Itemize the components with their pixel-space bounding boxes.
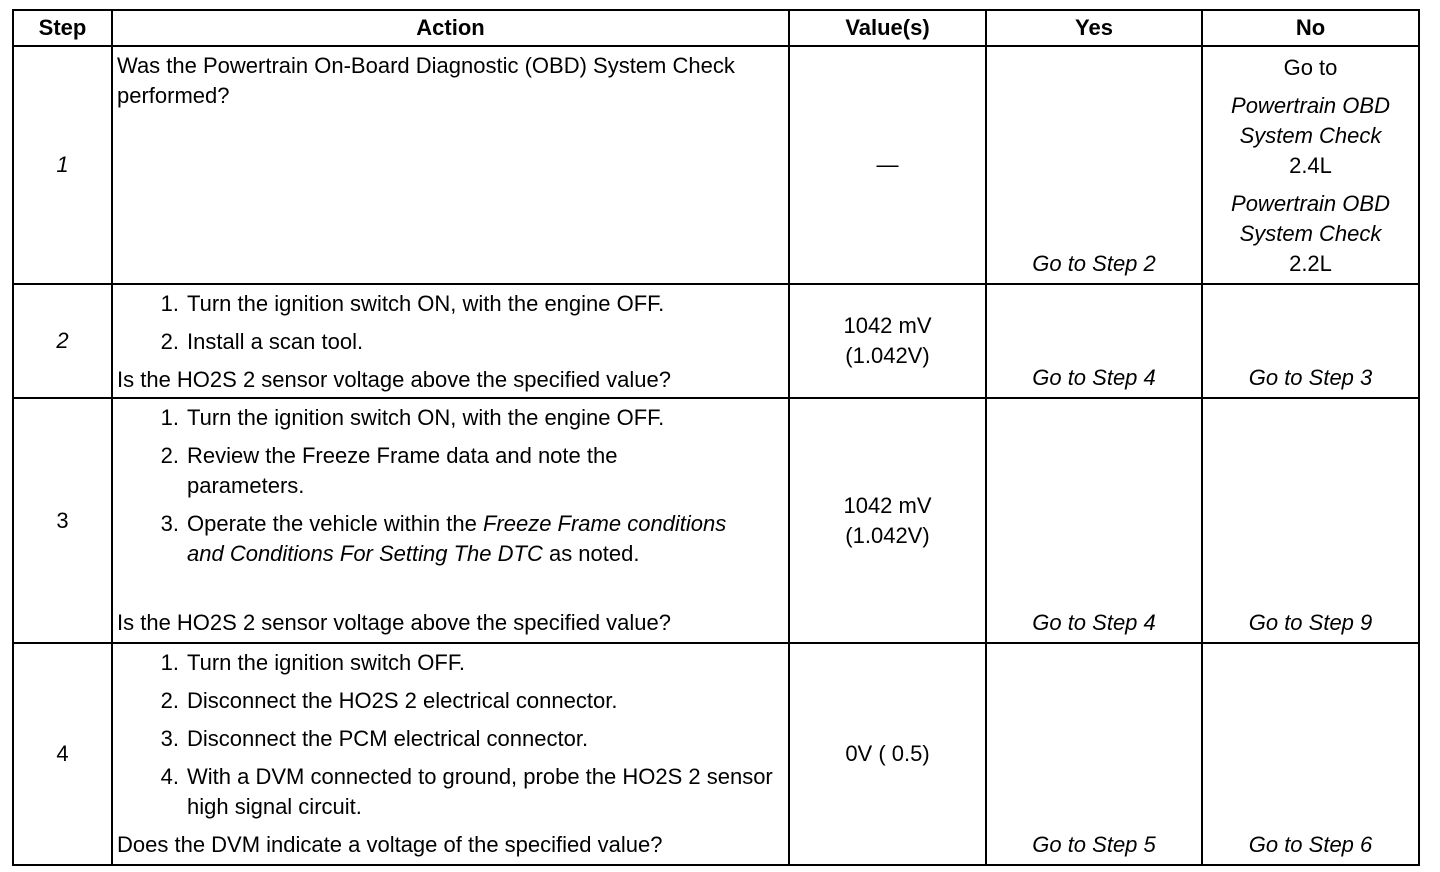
yes-cell: [986, 284, 1202, 398]
step-number: 1: [13, 46, 112, 284]
yes-link[interactable]: Go to Step 4: [1032, 365, 1156, 390]
no-engine-24: 2.4L: [1289, 153, 1332, 178]
diagnostic-table: [12, 9, 1420, 866]
action-step: 2. Disconnect the HO2S 2 electrical connector.: [160, 688, 618, 713]
action-question: Does the DVM indicate a voltage of the specified value?: [117, 832, 663, 857]
table-row: [13, 398, 1419, 643]
action-cell: [112, 398, 789, 643]
value-cell: —: [789, 46, 986, 284]
action-steps: [117, 289, 784, 365]
no-link[interactable]: Go to Step 9: [1248, 610, 1373, 635]
step-number: 4: [13, 643, 112, 865]
header-values: Value(s): [789, 10, 986, 46]
value-v: (1.042V): [845, 343, 930, 368]
header-row: [13, 10, 1419, 46]
action-step: 4. With a DVM connected to ground, probe the HO2S 2 sensor high signal circuit.: [160, 764, 773, 819]
table-row: [13, 284, 1419, 398]
table-row: [13, 46, 1419, 284]
yes-link[interactable]: Go to Step 4: [1032, 610, 1156, 635]
action-cell: [112, 284, 789, 398]
action-question: Is the HO2S 2 sensor voltage above the specified value?: [117, 610, 672, 635]
value-mv: 1042 mV: [843, 313, 932, 338]
no-link[interactable]: Go to Step 6: [1248, 832, 1373, 857]
action-cell: [112, 46, 789, 284]
action-question: Was the Powertrain On-Board Diagnostic (OBD) System Check performed?: [117, 53, 735, 108]
action-step: 1. Turn the ignition switch ON, with the engine OFF.: [160, 291, 665, 316]
action-step: 3. Disconnect the PCM electrical connector.: [160, 726, 589, 751]
yes-link[interactable]: Go to Step 2: [1032, 251, 1156, 276]
action-question: Is the HO2S 2 sensor voltage above the specified value?: [117, 367, 672, 392]
no-link[interactable]: Go to Step 3: [1248, 365, 1373, 390]
header-action: Action: [112, 10, 789, 46]
no-cell: [1202, 398, 1419, 643]
no-ref-obd-22[interactable]: Powertrain OBD System Check: [1231, 191, 1390, 246]
action-step: 1. Turn the ignition switch ON, with the engine OFF.: [160, 405, 665, 430]
yes-cell: [986, 398, 1202, 643]
yes-link[interactable]: Go to Step 5: [1032, 832, 1156, 857]
table-row: [13, 643, 1419, 865]
step-number: 3: [13, 398, 112, 643]
no-goto: Go to: [1283, 55, 1338, 80]
no-cell: [1202, 46, 1419, 284]
action-step: 2. Review the Freeze Frame data and note the parameters.: [160, 443, 618, 498]
header-step: Step: [13, 10, 112, 46]
value-cell: 0V ( 0.5): [789, 643, 986, 865]
no-cell: [1202, 284, 1419, 398]
header-no: No: [1202, 10, 1419, 46]
yes-cell: [986, 643, 1202, 865]
value-v: (1.042V): [845, 522, 930, 548]
action-step: 1. Turn the ignition switch OFF.: [160, 650, 465, 675]
no-cell: [1202, 643, 1419, 865]
step-number: 2: [13, 284, 112, 398]
value-cell: [789, 284, 986, 398]
header-yes: Yes: [986, 10, 1202, 46]
action-steps: [117, 648, 784, 830]
action-cell: [112, 643, 789, 865]
value-cell: [789, 398, 986, 643]
action-step: 2. Install a scan tool.: [160, 329, 364, 354]
no-engine-22: 2.2L: [1289, 251, 1332, 276]
action-step: 3. Operate the vehicle within the Freeze Frame conditions and Conditions For Setting The DTC as noted.: [160, 511, 727, 566]
no-ref-obd-24[interactable]: Powertrain OBD System Check: [1231, 93, 1390, 148]
yes-cell: [986, 46, 1202, 284]
action-steps: [117, 403, 784, 577]
value-mv: 1042 mV: [843, 492, 932, 518]
